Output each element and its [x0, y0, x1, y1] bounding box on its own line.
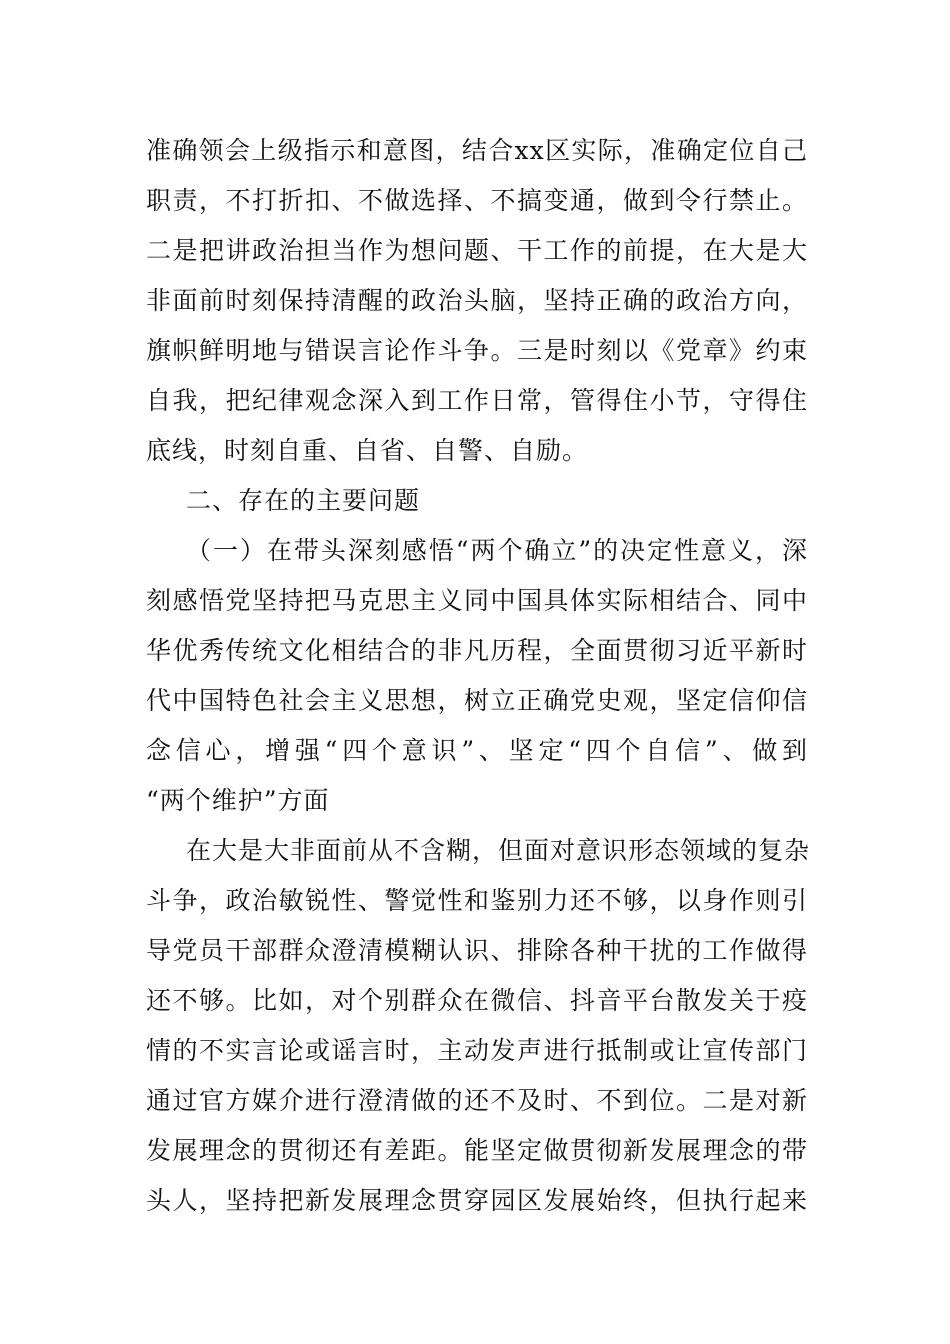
paragraph-line-7: 发展理念的贯彻还有差距。能坚定做贯彻新发展理念的带 — [146, 1136, 808, 1165]
body-line-5: 旗帜鲜明地与错误言论作斗争。三是时刻以《党章》约束 — [146, 336, 808, 365]
paragraph-line-1: 在大是大非面前从不含糊，但面对意识形态领域的复杂 — [186, 836, 811, 865]
subheading-line-6: “两个维护”方面 — [146, 786, 330, 815]
subheading-line-3: 华优秀传统文化相结合的非凡历程，全面贯彻习近平新时 — [146, 636, 808, 665]
subheading-line-2: 刻感悟党坚持把马克思主义同中国具体实际相结合、同中 — [146, 586, 808, 615]
paragraph-line-2: 斗争，政治敏锐性、警觉性和鉴别力还不够，以身作则引 — [146, 886, 808, 915]
section-heading: 二、存在的主要问题 — [186, 486, 421, 515]
subheading-line-4: 代中国特色社会主义思想，树立正确党史观，坚定信仰信 — [146, 686, 808, 715]
paragraph-line-6: 通过官方媒介进行澄清做的还不及时、不到位。二是对新 — [146, 1086, 808, 1115]
paragraph-line-4: 还不够。比如，对个别群众在微信、抖音平台散发关于疫 — [146, 986, 808, 1015]
paragraph-line-8: 头人，坚持把新发展理念贯穿园区发展始终，但执行起来 — [146, 1186, 808, 1215]
subheading-line-1: （一）在带头深刻感悟“两个确立”的决定性意义，深 — [186, 536, 808, 565]
paragraph-line-5: 情的不实言论或谣言时，主动发声进行抵制或让宣传部门 — [146, 1036, 808, 1065]
body-line-1: 准确领会上级指示和意图，结合xx区实际，准确定位自己 — [146, 136, 808, 165]
body-line-3: 二是把讲政治担当作为想问题、干工作的前提，在大是大 — [146, 236, 808, 265]
paragraph-line-3: 导党员干部群众澄清模糊认识、排除各种干扰的工作做得 — [146, 936, 808, 965]
body-line-4: 非面前时刻保持清醒的政治头脑，坚持正确的政治方向， — [146, 286, 808, 315]
body-line-7: 底线，时刻自重、自省、自警、自励。 — [146, 436, 589, 465]
body-line-6: 自我，把纪律观念深入到工作日常，管得住小节，守得住 — [146, 386, 808, 415]
subheading-line-5: 念信心，增强“四个意识”、坚定“四个自信”、做到 — [146, 736, 808, 765]
document-body — [146, 126, 811, 1226]
body-line-2: 职责，不打折扣、不做选择、不搞变通，做到令行禁止。 — [146, 186, 808, 215]
